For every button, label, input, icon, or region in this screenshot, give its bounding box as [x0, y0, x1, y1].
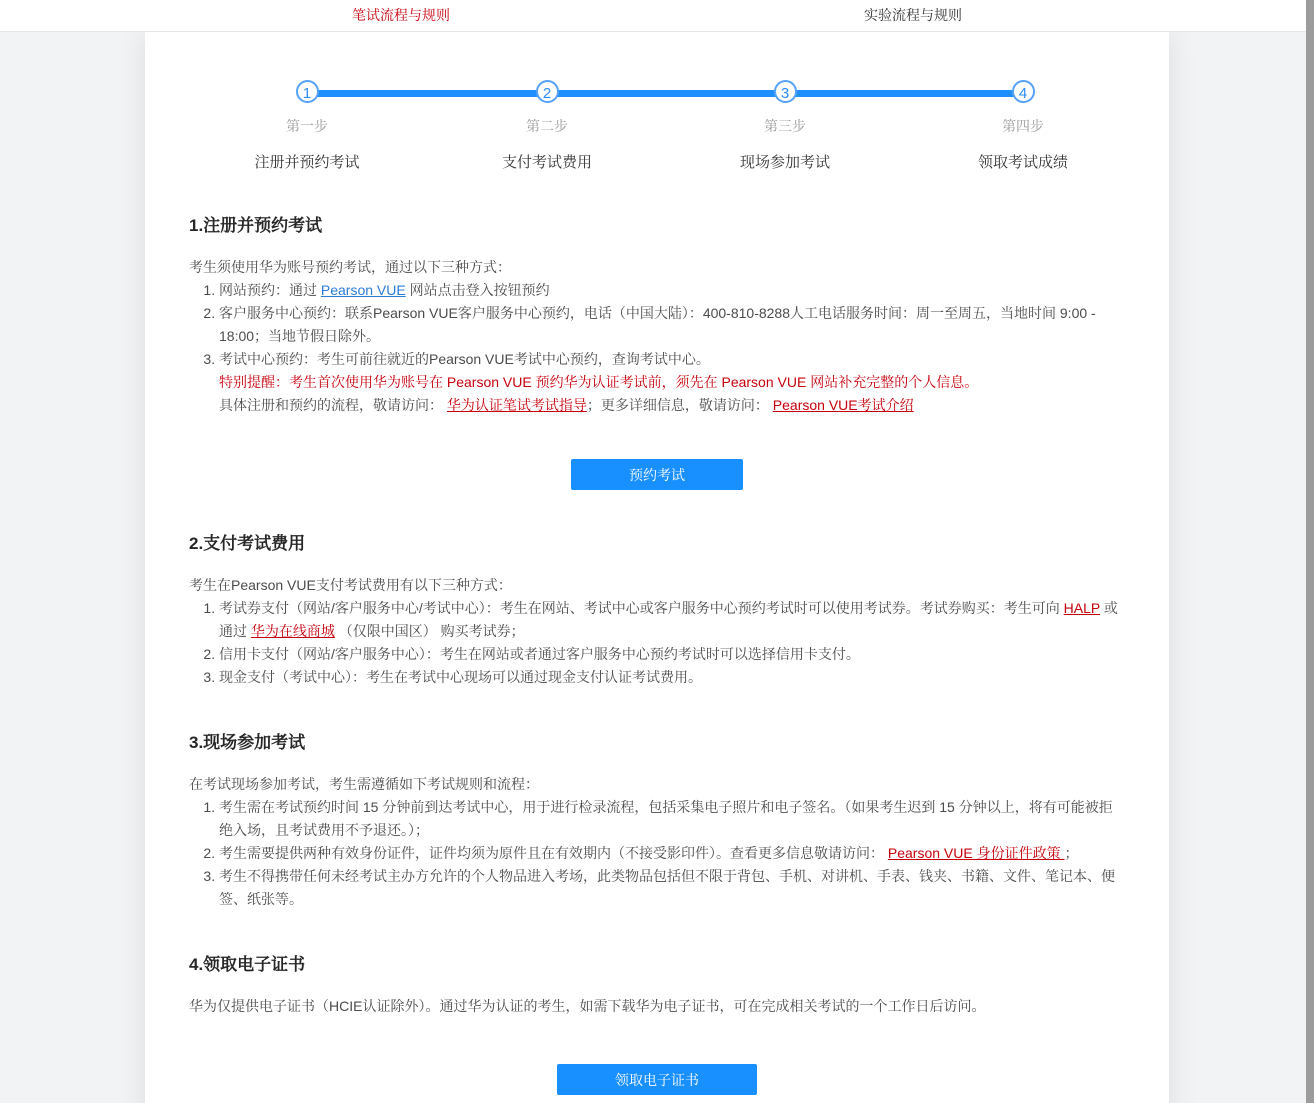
text-segment: 网站点击登入按钮预约: [405, 282, 550, 298]
list-item: [219, 348, 1125, 371]
text-segment: 考试中心预约：考生可前往就近的Pearson VUE考试中心预约，查询考试中心。: [219, 351, 710, 367]
section-1-intro: 考生须使用华为账号预约考试，通过以下三种方式：: [189, 259, 511, 275]
list-item: [219, 666, 1125, 689]
text-segment: 网站预约：通过: [219, 282, 321, 298]
text-segment: ；: [1064, 845, 1079, 861]
step-3-label: 第三步: [764, 118, 806, 134]
get-certificate-button[interactable]: 领取电子证书: [557, 1064, 757, 1095]
step-2-title: 支付考试费用: [501, 154, 592, 171]
section-2-list: [189, 597, 1125, 689]
step-4-title: 领取考试成绩: [977, 154, 1068, 171]
pearson-vue-id-policy-link[interactable]: Pearson VUE 身份证件政策: [887, 845, 1065, 861]
text-segment: 考生需要提供两种有效身份证件，证件均须为原件且在有效期内（不接受影印件）。查看更多信息敬请访问：: [219, 845, 888, 861]
text-segment: 考生需在考试预约时间 15 分钟前到达考试中心，用于进行检录流程，包括采集电子照片和电子签名。（如果考生迟到 15 分钟以上，将有可能被拒绝入场，且考试费用不予退还。）；: [219, 799, 1113, 838]
step-4: [905, 80, 1141, 172]
registration-links-note: [189, 394, 1125, 417]
step-3-title: 现场参加考试: [739, 154, 830, 171]
written-exam-guide-link[interactable]: 华为认证笔试考试指导: [446, 397, 587, 413]
text-segment: 考生不得携带任何未经考试主办方允许的个人物品进入考场，此类物品包括但不限于背包、手机、对讲机、手表、钱夹、书籍、文件、笔记本、便签、纸张等。: [219, 868, 1115, 907]
step-1-circle: 1: [296, 80, 319, 103]
tab-lab-exam-process[interactable]: 实验流程与规则: [864, 7, 962, 23]
main-card: [145, 32, 1169, 1103]
list-item: [219, 865, 1125, 911]
list-item: [219, 842, 1125, 865]
pearson-vue-link[interactable]: Pearson VUE: [320, 282, 406, 298]
section-4-intro: 华为仅提供电子证书（HCIE认证除外）。通过华为认证的考生，如需下载华为电子证书，可在完成相关考试的一个工作日后访问。: [189, 998, 986, 1014]
text-segment: 或通过: [219, 600, 1118, 639]
scrollbar-track[interactable]: [1306, 0, 1314, 1103]
tab-written-exam-process[interactable]: 笔试流程与规则: [352, 7, 450, 23]
section-3-heading: 3.现场参加考试: [189, 733, 306, 752]
list-item: [219, 302, 1125, 348]
text-segment: 客户服务中心预约：联系Pearson VUE客户服务中心预约，电话（中国大陆）：400-810-8288人工电话服务时间：周一至周五，当地时间 9:00 - 18:00；当地节假日除外。: [219, 305, 1096, 344]
step-1-title: 注册并预约考试: [254, 154, 360, 171]
step-1: [189, 80, 425, 172]
text-segment: 现金支付（考试中心）：考生在考试中心现场可以通过现金支付认证考试费用。: [219, 669, 702, 685]
text-segment: 信用卡支付（网站/客户服务中心）：考生在网站或者通过客户服务中心预约考试时可以选择信用卡支付。: [219, 646, 860, 662]
exam-steps-progress: [189, 80, 1125, 172]
step-4-label: 第四步: [1002, 118, 1044, 134]
step-3: [667, 80, 903, 172]
special-reminder-note: 特别提醒：考生首次使用华为账号在 Pearson VUE 预约华为认证考试前，须先在 Pearson VUE 网站补充完整的个人信息。: [219, 374, 979, 390]
section-3-intro: 在考试现场参加考试，考生需遵循如下考试规则和流程：: [189, 776, 539, 792]
list-item: [219, 643, 1125, 666]
top-tab-bar: [0, 0, 1314, 32]
step-1-label: 第一步: [286, 118, 328, 134]
huawei-online-store-link[interactable]: 华为在线商城: [250, 623, 335, 639]
pearson-vue-exam-intro-link[interactable]: Pearson VUE考试介绍: [772, 397, 914, 413]
step-2-circle: 2: [536, 80, 559, 103]
halp-link[interactable]: HALP: [1063, 600, 1100, 616]
text-segment: 具体注册和预约的流程，敬请访问：: [219, 397, 447, 413]
text-segment: ；更多详细信息，敬请访问：: [586, 397, 773, 413]
list-item: [219, 597, 1125, 643]
section-2-intro: 考生在Pearson VUE支付考试费用有以下三种方式：: [189, 577, 512, 593]
section-1-heading: 1.注册并预约考试: [189, 216, 323, 235]
step-4-circle: 4: [1012, 80, 1035, 103]
step-3-circle: 3: [774, 80, 797, 103]
book-exam-button[interactable]: 预约考试: [571, 459, 743, 490]
section-1-list: [189, 279, 1125, 371]
text-segment: 考试券支付（网站/客户服务中心/考试中心）：考生在网站、考试中心或客户服务中心预约考试时可以使用考试券。考试券购买：考生可向: [219, 600, 1064, 616]
list-item: [219, 279, 1125, 302]
list-item: [219, 796, 1125, 842]
step-2: [429, 80, 665, 172]
section-3-list: [189, 796, 1125, 911]
section-2-heading: 2.支付考试费用: [189, 534, 306, 553]
text-segment: （仅限中国区） 购买考试券；: [334, 623, 525, 639]
section-4-heading: 4.领取电子证书: [189, 955, 306, 974]
step-2-label: 第二步: [526, 118, 568, 134]
scrollbar-thumb[interactable]: [1306, 0, 1314, 1103]
